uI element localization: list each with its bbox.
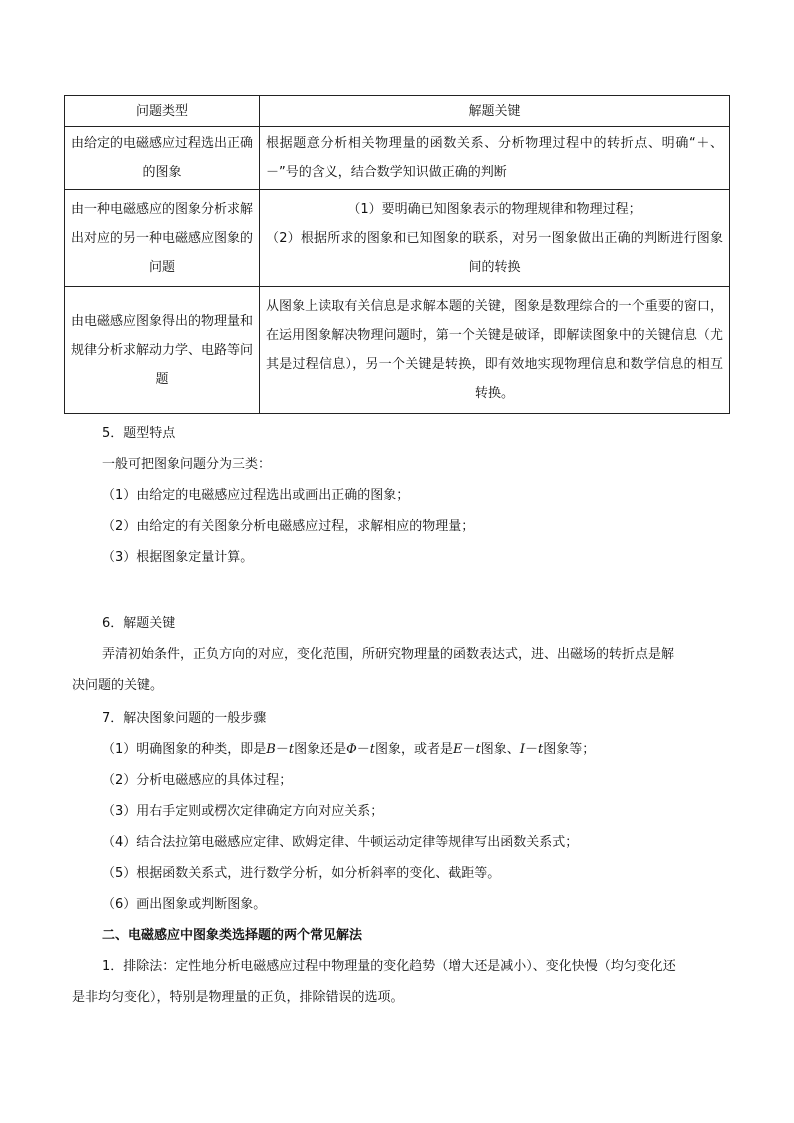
row-2-key: [260, 190, 730, 287]
symbol-phi: Φ: [346, 742, 357, 757]
section-7-step-5: （5）根据函数关系式，进行数学分析，如分析斜率的变化、截距等。: [102, 866, 501, 881]
section-5-intro: 一般可把图象问题分为三类：: [102, 457, 272, 472]
row-1-key: [260, 127, 730, 190]
row-3-type: 由电磁感应图象得出的物理量和规律分析求解动力学、电路等问题: [65, 287, 260, 414]
header-problem-type: 问题类型: [65, 96, 260, 127]
dash: －: [462, 742, 476, 757]
row-3-key: [260, 287, 730, 414]
section-5: [72, 418, 722, 573]
section-7-heading: 7．解决图象问题的一般步骤: [102, 711, 267, 726]
table-header-row: [65, 96, 730, 127]
section-5-item-2: （2）由给定的有关图象分析电磁感应过程，求解相应的物理量；: [102, 519, 475, 534]
symbol-i: I: [519, 742, 525, 757]
symbol-t: t: [369, 742, 376, 757]
row-2-type: 由一种电磁感应的图象分析求解出对应的另一种电磁感应图象的问题: [65, 190, 260, 287]
row-1-type: 由给定的电磁感应过程选出正确的图象: [65, 127, 260, 190]
step-1-suffix: 图象等；: [543, 742, 596, 757]
row-3-key-text: 从图象上读取有关信息是求解本题的关键，图象是数理综合的一个重要的窗口，在运用图象解决物理问题时，第一个关键是破译，即解读图象中的关键信息（尤其是过程信息），另一个关键是转换，即有效地实现物理信息和数学信息的相互转换。: [266, 299, 723, 401]
section-7-step-2: （2）分析电磁感应的具体过程；: [102, 773, 293, 788]
row-2-key-text-1: （1）要明确已知图象表示的物理规律和物理过程；: [347, 201, 642, 217]
part-2-heading: 二、电磁感应中图象类选择题的两个常见解法: [102, 928, 363, 943]
section-7-step-1: [72, 734, 722, 765]
table-row: [65, 287, 730, 414]
symbol-t: t: [288, 742, 295, 757]
step-1-prefix: （1）明确图象的种类，即是: [102, 742, 267, 757]
table-row: [65, 127, 730, 190]
section-5-heading: 5．题型特点: [102, 426, 176, 441]
step-1-text: 图象还是: [294, 742, 347, 757]
dash: －: [524, 742, 538, 757]
row-2-key-text-2: （2）根据所求的图象和已知图象的联系，对另一图象做出正确的判断进行图象间的转换: [266, 230, 723, 275]
part-2-method-1-line-1: 1．排除法：定性地分析电磁感应过程中物理量的变化趋势（增大还是减小）、变化快慢（均匀变化还: [102, 959, 676, 974]
section-5-item-3: （3）根据图象定量计算。: [102, 550, 254, 565]
section-7-step-3: （3）用右手定则或楞次定律确定方向对应关系；: [102, 804, 384, 819]
symbol-b: B: [266, 742, 276, 757]
section-6-text-line-1: 弄清初始条件，正负方向的对应，变化范围，所研究物理量的函数表达式，进、出磁场的转折点是解: [102, 647, 675, 662]
section-6: [72, 608, 722, 701]
section-6-text-line-2: 决问题的关键。: [72, 678, 164, 693]
section-7-step-6: （6）画出图象或判断图象。: [102, 897, 267, 912]
section-7-step-4: （4）结合法拉第电磁感应定律、欧姆定律、牛顿运动定律等规律写出函数关系式；: [102, 835, 579, 850]
symbol-e: E: [453, 742, 463, 757]
section-7: [72, 703, 722, 1013]
dash: －: [356, 742, 370, 757]
table-row: [65, 190, 730, 287]
header-solution-key: 解题关键: [260, 96, 730, 127]
symbol-t: t: [475, 742, 481, 757]
symbol-t: t: [537, 742, 544, 757]
section-5-item-1: （1）由给定的电磁感应过程选出或画出正确的图象；: [102, 488, 410, 503]
section-6-heading: 6．解题关键: [102, 616, 176, 631]
step-1-text: 图象、: [480, 742, 520, 757]
part-2-method-1-line-2: 是非均匀变化），特别是物理量的正负，排除错误的选项。: [72, 990, 404, 1005]
dash: －: [275, 742, 289, 757]
step-1-text: 图象，或者是: [375, 742, 454, 757]
problem-type-table: [64, 95, 730, 414]
row-1-key-text: 根据题意分析相关物理量的函数关系、分析物理过程中的转折点、明确“＋、－”号的含义，结合数学知识做正确的判断: [266, 136, 723, 180]
